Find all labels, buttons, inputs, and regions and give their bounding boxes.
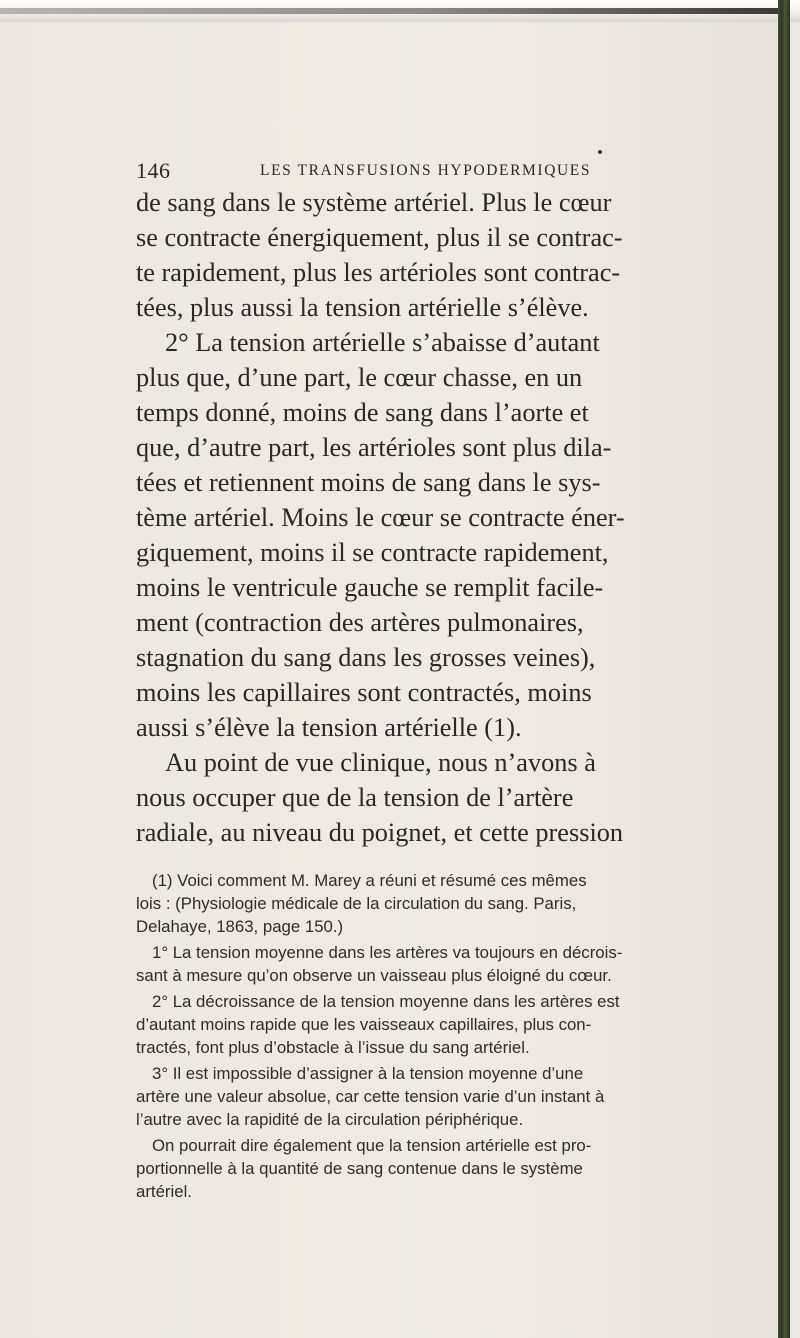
body-line: moins le ventricule gauche se remplit facile- <box>136 573 604 602</box>
footnote-line: 1° La tension moyenne dans les artères va toujours en décrois- <box>152 943 623 962</box>
body-line: tème artériel. Moins le cœur se contracte éner- <box>136 503 625 532</box>
footnote-line: On pourrait dire également que la tension artérielle est pro- <box>152 1136 592 1155</box>
body-line: se contracte énergiquement, plus il se contrac- <box>136 223 623 252</box>
body-line: que, d’autre part, les artérioles sont plus dila- <box>136 433 612 462</box>
body-line: 2° La tension artérielle s’abaisse d’autant <box>165 328 600 357</box>
footnote-line: 3° Il est impossible d’assigner à la tension moyenne d’une <box>152 1064 584 1083</box>
footnote-line: tractés, font plus d’obstacle à l’issue du sang artériel. <box>136 1038 530 1057</box>
footnote-line: portionnelle à la quantité de sang contenue dans le système <box>136 1159 583 1178</box>
ink-dot <box>598 150 602 154</box>
footnote-line: l’autre avec la rapidité de la circulation périphérique. <box>136 1110 524 1129</box>
body-line: nous occuper que de la tension de l’artère <box>136 783 574 812</box>
footnote-line: sant à mesure qu’on observe un vaisseau plus éloigné du cœur. <box>136 966 612 985</box>
footnote-line: (1) Voici comment M. Marey a réuni et résumé ces mêmes <box>152 871 587 890</box>
body-line: temps donné, moins de sang dans l’aorte et <box>136 398 589 427</box>
body-line: Au point de vue clinique, nous n’avons à <box>165 748 596 777</box>
body-line: plus que, d’une part, le cœur chasse, en un <box>136 363 583 392</box>
body-line: giquement, moins il se contracte rapidement, <box>136 538 609 567</box>
body-line: aussi s’élève la tension artérielle (1). <box>136 713 522 742</box>
running-head: LES TRANSFUSIONS HYPODERMIQUES <box>260 162 592 179</box>
body-line: tées, plus aussi la tension artérielle s’élève. <box>136 293 589 322</box>
footnote-line: d’autant moins rapide que les vaisseaux capillaires, plus con- <box>136 1015 592 1034</box>
footnote-line: Delahaye, 1863, page 150.) <box>136 917 344 936</box>
footnote-line: 2° La décroissance de la tension moyenne dans les artères est <box>152 992 620 1011</box>
book-spine-edge <box>778 0 790 1338</box>
body-line: de sang dans le système artériel. Plus le cœur <box>136 188 612 217</box>
body-line: te rapidement, plus les artérioles sont contrac- <box>136 258 621 287</box>
body-line: moins les capillaires sont contractés, moins <box>136 678 592 707</box>
footnote-line: lois : (Physiologie médicale de la circulation du sang. Paris, <box>136 894 577 913</box>
footnote-line: artère une valeur absolue, car cette tension varie d’un instant à <box>136 1087 605 1106</box>
page-header <box>136 158 736 186</box>
page-top-rule <box>0 8 790 14</box>
body-line: radiale, au niveau du poignet, et cette pression <box>136 818 624 847</box>
footnote-line: artériel. <box>136 1182 192 1201</box>
page-number: 146 <box>136 158 171 183</box>
body-line: tées et retiennent moins de sang dans le sys- <box>136 468 601 497</box>
body-line: ment (contraction des artères pulmonaires, <box>136 608 584 637</box>
body-line: stagnation du sang dans les grosses veines), <box>136 643 596 672</box>
